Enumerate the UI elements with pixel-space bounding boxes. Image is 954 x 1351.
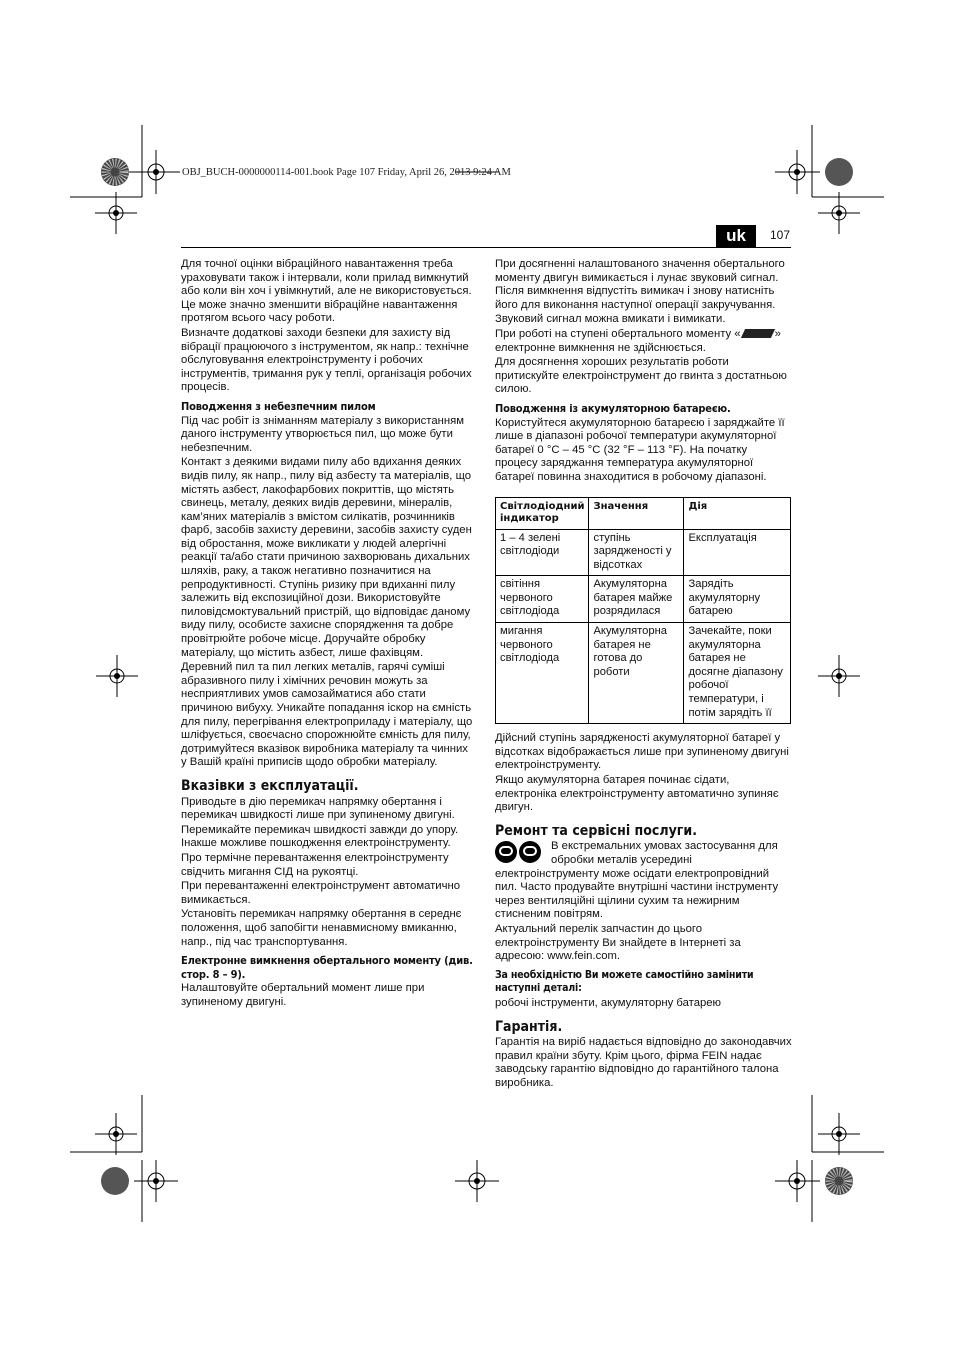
table-header-led: Світлодіодний індикатор [496, 497, 589, 529]
battery-led-table [495, 497, 791, 725]
header-rule [181, 247, 791, 248]
eye-protection-icon [495, 841, 517, 863]
low-battery-paragraph: Якщо акумуляторна батарея починає сідати, електроніка електроінструменту автоматично зупиняє двигун. [495, 774, 779, 814]
service-paragraph [495, 840, 792, 922]
page-number: 107 [770, 228, 791, 242]
warranty-paragraph: Гарантія на виріб надається відповідно до законодавчих правил країни збуту. Крім цього, фірма FEIN надає заводську гарантію відповідно до гарантійного талона виробника. [495, 1036, 792, 1089]
heading-battery: Поводження із акумуляторною батареєю. [495, 401, 731, 415]
table-cell: 1 – 4 зелені світлодіоди [496, 529, 589, 576]
table-cell: Акумуляторна батарея майже розрядилася [589, 576, 684, 623]
dust-paragraph-1: Під час робіт із зніманням матеріалу з використанням даного інструменту утворюється пил, що може бути небезпечним. [181, 414, 464, 454]
charge-state-paragraph: Дійсний ступінь зарядженості акумуляторної батареї у відсотках відображається лише при зупиненому двигуні електроінструменту. [495, 732, 789, 772]
table-cell: Експлуатація [684, 529, 791, 576]
table-row [496, 576, 791, 623]
pressure-paragraph: Для досягнення хороших результатів роботи притискуйте електроінструмент до гвинта з достатньою силою. [495, 356, 787, 396]
vibration-paragraph-2: Визначте додаткові заходи безпеки для захисту від вібрації працюючого з інструментом, як напр.: технічне обслуговування електроінструменту і робочих інструментів, тримання рук у теплі, організація робочих процесів. [181, 326, 472, 394]
vibration-paragraph-1: Для точної оцінки вібраційного навантаження треба ураховувати також і інтервали, коли прилад вимкнутий або коли він хоч і увімкнутий, але не використовується. Це може значно зменшити вібраційне навантаження протягом всього часу роботи. [181, 258, 472, 325]
respirator-icon [519, 841, 541, 863]
table-header-action: Дія [684, 497, 791, 529]
heading-torque: Електронне вимкнення обертального моменту (див. стор. 8 – 9). [181, 954, 473, 981]
operation-paragraph-3: Про термічне перевантаження електроінструменту свідчить мигання СІД на рукоятці. [181, 851, 449, 878]
dust-paragraph-2: Контакт з деякими видами пилу або вдихання деяких видів пилу, як напр., пилу від азбесту та матеріалів, що містять азбест, лакофарбових покриттів, що містять свинець, металу, деяких видів деревини, мінералів, кам’яних матеріалів з вмістом силікатів, розчинників фарб, засобів захисту деревини, засобів захисту суден від обростання, може викликати у людей алергічні реакції та/або стати причиною захворювань дихальних шляхів, раку, а також негативно позначитися на репродуктивності. Ступінь ризику при вдиханні пилу залежить від експозиційної дози. Використовуйте пиловідсмоктувальний пристрій, що відповідає даному виду пилу, особисте захисне спорядження та добре провітрюйте робоче місце. Доручайте обробку матеріалу, що містить азбест, лише фахівцям. [181, 456, 472, 659]
heading-warranty: Гарантія. [495, 1018, 563, 1035]
battery-paragraph: Користуйтеся акумуляторною батареєю і заряджайте її лише в діапазоні робочої температури акумуляторної батареї 0 °C – 45 °C (32 °F – 113 °F). На початку процесу заряджання температура акумуляторної батареї повинна знаходитися в робочому діапазоні. [495, 416, 785, 483]
table-cell: Зачекайте, поки акумуляторна батарея не досягне діапазону робочої температури, і потім зарядіть її [684, 623, 791, 724]
heading-service: Ремонт та сервісні послуги. [495, 822, 698, 839]
replaceable-parts-list: робочі інструменти, акумуляторну батарею [495, 996, 722, 1009]
torque-paragraph-2: При досягненні налаштованого значення обертального моменту двигун вимикається і лунає звуковий сигнал. Після вимкнення відпустіть вимикач і знову натисніть його для виконання наступної операції закручування. [495, 258, 785, 311]
heading-replaceable-parts: За необхідністю Ви можете самостійно замінити наступні деталі: [495, 968, 754, 995]
operation-paragraph-2: Перемикайте перемикач швидкості завжди до упору. Інакше можливе пошкодження електроінструменту. [181, 823, 459, 850]
file-header-line: OBJ_BUCH-0000000114-001.book Page 107 Friday, April 26, 2013 9:24 AM [182, 167, 511, 178]
table-cell: Зарядіть акумуляторну батарею [684, 576, 791, 623]
heading-operation: Вказівки з експлуатації. [181, 777, 359, 794]
ppe-icons [495, 841, 547, 867]
torque-symbol-text-b: » електронне вимкнення не здійснюється. [495, 327, 781, 354]
table-row [496, 529, 791, 576]
operation-paragraph-5: Установіть перемикач напрямку обертання в середнє положення, щоб запобігти ненавмисному вмиканню, напр., під час транспортування. [181, 908, 462, 948]
operation-paragraph-4: При перевантаженні електроінструмент автоматично вимикається. [181, 880, 461, 906]
torque-paragraph: Налаштовуйте обертальний момент лише при зупиненому двигуні. [181, 982, 425, 1008]
service-paragraph-text: В екстремальних умовах застосування для обробки металів усередині електроінструменту може осідати електропровідний пил. Часто продувайте внутрішні частини інструменту через вентиляційні щілини сухим та нежирним стисненим повітрям. [495, 840, 779, 921]
left-column [181, 258, 475, 1010]
table-cell: ступінь зарядженості у відсотках [589, 529, 684, 576]
spare-parts-paragraph: Актуальний перелік запчастин до цього електроінструменту Ви знайдете в Інтернеті за адресою: www.fein.com. [495, 922, 741, 963]
torque-off-symbol-icon [740, 329, 774, 338]
table-row [496, 623, 791, 724]
table-cell: Акумуляторна батарея не готова до роботи [589, 623, 684, 724]
table-header-meaning: Значення [589, 497, 684, 529]
heading-dust: Поводження з небезпечним пилом [181, 399, 376, 413]
operation-paragraph-1: Приводьте в дію перемикач напрямку обертання і перемикач швидкості лише при зупиненому двигуні. [181, 795, 455, 822]
right-column [495, 258, 792, 1091]
table-cell: мигання червоного світлодіода [496, 623, 589, 724]
torque-symbol-paragraph [495, 328, 792, 355]
dust-paragraph-3: Деревний пил та пил легких металів, гарячі суміші абразивного пилу і хімічних речовин можуть за несприятливих умов самозайматися або стати причиною вибуху. Уникайте попадання іскор на ємність для пилу, перегрівання електроприладу і матеріалу, що шліфується, своєчасно спорожнюйте ємність для пилу, дотримуйтеся вказівок виробника матеріалу та чинних у Вашій країні приписів щодо обробки матеріалу. [181, 661, 473, 769]
torque-symbol-text-a: При роботі на ступені обертального моменту « [495, 327, 741, 340]
table-header-row [496, 497, 791, 529]
table-cell: світіння червоного світлодіода [496, 576, 589, 623]
language-badge: uk [716, 225, 756, 247]
beep-paragraph: Звуковий сигнал можна вмикати і вимикати. [495, 313, 726, 326]
